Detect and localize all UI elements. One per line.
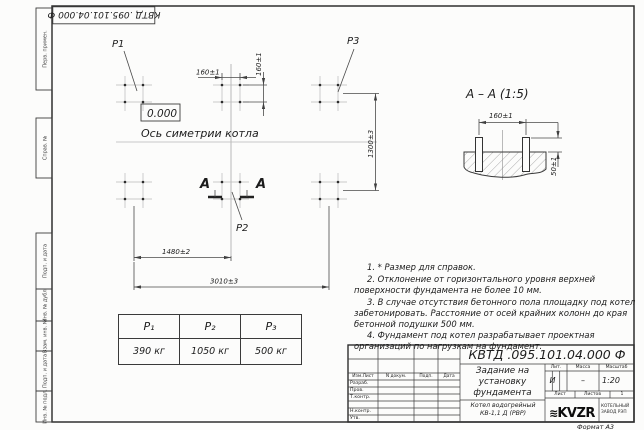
plan-label-p3: P3 (347, 36, 360, 47)
lit-value: И (549, 376, 556, 385)
section-letter-right: А (256, 177, 267, 192)
load-p1-header: P₁ (119, 315, 180, 339)
elevation-mark: 0.000 (147, 108, 178, 120)
title-block-title: Задание на установку фундамента (473, 366, 532, 398)
plan-label-p1: P1 (112, 39, 125, 50)
load-p3-header: P₃ (241, 315, 302, 339)
sheets-label: Листов (583, 392, 602, 397)
rev-col-data: Дата (443, 373, 455, 379)
frame-label-inv-podl: Инв. № подл. (42, 389, 49, 424)
mass-value: – (581, 376, 585, 385)
section-view (464, 87, 562, 180)
loads-table (118, 314, 302, 365)
doc-number-top: КВТД .095.101.04.000 Ф (47, 9, 161, 19)
loads-value-row (119, 339, 302, 365)
kvzr-logo-text: KVZR (557, 406, 595, 421)
notes-block (354, 262, 638, 353)
load-p2-header: P₂ (180, 315, 241, 339)
scale-header: Масштаб (605, 365, 628, 370)
frame-label-inv-dubl: Инв. № дубл. (42, 287, 49, 323)
dim-section-bolt-spacing: 160±1 (489, 112, 513, 120)
sign-row-tkontr: Т.контр. (350, 395, 371, 400)
dim-bolt-spacing-x: 160±1 (196, 68, 220, 77)
plan-view (112, 36, 379, 290)
frame-label-vzam-inv: Взам. инв. № (42, 319, 49, 353)
rev-col-dokum: N докум. (385, 373, 407, 379)
title-block-designation: КВТД .095.101.04.000 Ф (468, 347, 626, 362)
section-letter-left: А (200, 177, 211, 192)
scale-value: 1:20 (602, 376, 620, 385)
sign-row-nkontr: Н.контр. (350, 409, 371, 414)
frame-label-podp-data-1: Подп. и дата (42, 243, 49, 279)
kvzr-logo-mark: ≋ (549, 407, 558, 420)
axis-caption: Ось симетрии котла (141, 127, 259, 140)
dim-bolt-spacing-y: 160±1 (255, 52, 263, 76)
kvzr-logo (546, 402, 598, 421)
dim-protrusion: 50±1 (550, 156, 558, 176)
section-title: А – А (1:5) (466, 87, 529, 101)
sheets-value: 1 (620, 392, 624, 397)
note-2: 2. Отклонение от горизонтального уровня верхней поверхности фундамента не более 10 мм. (354, 273, 596, 295)
title-block-product: Котел водогрейный КВ-1,1 Д (РВР) (470, 402, 536, 417)
frame-label-perv-primen: Перв. примен. (42, 30, 49, 68)
dim-span-total: 3010±3 (210, 277, 239, 286)
mass-header: Масса (575, 365, 591, 370)
anchor-bolt-right (523, 138, 530, 172)
dim-span-inner: 1480±2 (162, 248, 191, 256)
note-1: 1. * Размер для справок. (367, 262, 476, 272)
rev-col-izm-list: Изм.Лист (352, 373, 374, 379)
plan-label-p2: P2 (236, 223, 249, 234)
note-3: 3. В случае отсутствия бетонного пола площадку под котел забетонировать. Расстояние от осей крайних колонн до края бетонной подушки 500 мм. (354, 296, 636, 329)
frame-label-podp-data-2: Подп. и дата (42, 353, 49, 389)
sign-row-utv: Утв. (350, 416, 360, 421)
load-p3-value: 500 кг (241, 339, 302, 365)
load-p1-value: 390 кг (119, 339, 180, 365)
sign-row-prov: Пров. (350, 388, 364, 393)
frame-label-sprav-no: Справ. № (42, 135, 49, 161)
sign-row-razrab: Разраб. (350, 381, 369, 386)
format-label: Формат А3 (577, 422, 615, 430)
anchor-bolt-left (476, 138, 483, 172)
sheet-label: Лист (554, 392, 566, 397)
load-p2-value: 1050 кг (180, 339, 241, 365)
loads-header-row (119, 315, 302, 339)
lit-header: Лит. (550, 365, 562, 370)
rev-col-podp: Подп. (419, 373, 433, 379)
note-4: 4. Фундамент под котел разрабатывает проектная организаций по нагрузкам на фундамент. (354, 330, 595, 352)
dim-depth: 1300±3 (367, 129, 375, 158)
kvzr-logo-caption: КОТЕЛЬНЫЙ ЗАВОД РЭП (601, 404, 630, 415)
